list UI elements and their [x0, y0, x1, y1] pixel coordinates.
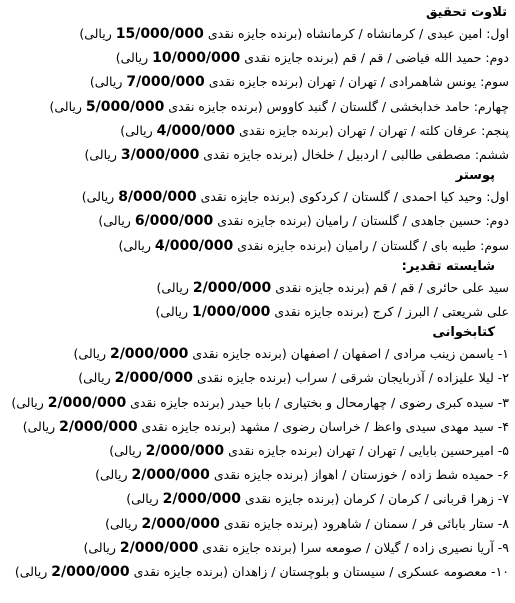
- entry-text: دوم: حسین جاهدی / گلستان / رامیان (برنده جایزه نقدی: [213, 213, 509, 229]
- list-item: [6, 463, 509, 487]
- section-title-poster: پوستر: [455, 168, 495, 184]
- list-item: [6, 276, 509, 300]
- winners-list-tajvid-research: [6, 22, 509, 167]
- prize-amount: 5/000/000: [85, 98, 165, 115]
- entry-text: چهارم: حامد خدابخشی / گلستان / گنبد کاووس (برنده جایزه نقدی: [164, 98, 509, 114]
- entry-text: ۵- امیرحسین بابایی / تهران / تهران (برنده جایزه نقدی: [224, 443, 509, 459]
- entry-tail: ریالی): [95, 467, 132, 483]
- entry-text: ۹- آریا نصیری زاده / گیلان / صومعه سرا (برنده جایزه نقدی: [198, 539, 509, 555]
- entry-text: ششم: مصطفی طالبی / اردبیل / خلخال (برنده جایزه نقدی: [199, 147, 509, 163]
- prize-amount: 7/000/000: [126, 74, 205, 91]
- entry-tail: ریالی): [79, 26, 116, 41]
- entry-tail: ریالی): [14, 564, 52, 580]
- prize-amount: 8/000/000: [118, 189, 197, 206]
- prize-amount: 2/000/000: [114, 370, 194, 387]
- entry-tail: ریالی): [126, 491, 163, 507]
- prize-amount: 10/000/000: [152, 50, 241, 67]
- entry-text: ۳- سیده کبری رضوی / چهارمحال و بختیاری / بابا حیدر (برنده جایزه نقدی: [126, 394, 509, 410]
- entry-tail: ریالی): [11, 394, 48, 410]
- entry-text: اول: وحید کیا احمدی / گلستان / کردکوی (برنده جایزه نقدی: [196, 189, 509, 205]
- entry-tail: ریالی): [155, 304, 192, 320]
- entry-tail: ریالی): [156, 279, 193, 295]
- prize-amount: 2/000/000: [119, 539, 199, 556]
- entry-text: ۱- یاسمن زینب مرادی / اصفهان / اصفهان (برنده جایزه نقدی: [188, 346, 509, 362]
- prize-amount: 6/000/000: [134, 213, 214, 230]
- entry-tail: ریالی): [115, 50, 153, 66]
- list-item: [6, 119, 509, 143]
- entry-tail: ریالی): [78, 370, 115, 386]
- prize-amount: 1/000/000: [191, 304, 271, 321]
- winners-list-poster: [6, 185, 509, 258]
- section-title-book-reading: کتابخوانی: [432, 325, 495, 341]
- entry-text: ۷- زهرا قربانی / کرمان / کرمان (برنده جایزه نقدی: [241, 491, 509, 507]
- list-item: [6, 46, 509, 70]
- list-item: [6, 95, 509, 119]
- entry-text: سوم: یونس شاهمرادی / تهران / تهران (برنده جایزه نقدی: [204, 74, 509, 90]
- list-item: [6, 70, 509, 94]
- entry-tail: ریالی): [89, 74, 127, 90]
- entry-text: دوم: حمید الله فیاضی / قم / قم (برنده جایزه نقدی: [240, 50, 509, 66]
- entry-text: سید علی حائری / قم / قم (برنده جایزه نقدی: [271, 279, 509, 295]
- winners-list-honorable-mention: [6, 276, 509, 324]
- prize-amount: 2/000/000: [162, 491, 242, 508]
- entry-tail: ریالی): [84, 147, 121, 163]
- list-item: [6, 366, 509, 390]
- prize-amount: 3/000/000: [120, 147, 200, 164]
- prize-amount: 2/000/000: [59, 418, 138, 435]
- list-item: [6, 560, 509, 584]
- prize-amount: 2/000/000: [47, 394, 127, 411]
- list-item: [6, 487, 509, 511]
- list-item: [6, 342, 509, 366]
- entry-text: اول: امین عبدی / کرمانشاه / کرمانشاه (برنده جایزه نقدی: [203, 26, 509, 41]
- list-item: [6, 512, 509, 536]
- entry-tail: ریالی): [118, 237, 155, 253]
- entry-tail: ریالی): [109, 443, 146, 459]
- list-item: [6, 22, 509, 46]
- entry-tail: ریالی): [81, 189, 119, 205]
- entry-tail: ریالی): [73, 346, 110, 362]
- prize-amount: 4/000/000: [154, 237, 234, 254]
- winners-list-book-reading: [6, 342, 509, 584]
- list-item: [6, 536, 509, 560]
- prize-amount: 2/000/000: [141, 515, 220, 532]
- list-item: [6, 300, 509, 324]
- prize-amount: 2/000/000: [145, 443, 225, 460]
- list-item: [6, 209, 509, 233]
- prize-amount: 15/000/000: [115, 26, 204, 42]
- list-item: [6, 415, 509, 439]
- prize-amount: 2/000/000: [131, 467, 210, 484]
- prize-amount: 2/000/000: [109, 346, 189, 363]
- prize-amount: 2/000/000: [51, 564, 130, 581]
- entry-text: ۸- ستار بابائی فر / سمنان / شاهرود (برنده جایزه نقدی: [219, 515, 509, 531]
- entry-text: علی شریعتی / البرز / کرج (برنده جایزه نقدی: [270, 304, 509, 320]
- prize-amount: 2/000/000: [192, 279, 272, 296]
- section-title-honorable-mention: شایسته تقدیر:: [401, 258, 495, 274]
- list-item: [6, 439, 509, 463]
- entry-tail: ریالی): [98, 213, 135, 229]
- entry-text: سوم: طیبه بای / گلستان / رامیان (برنده جایزه نقدی: [233, 237, 509, 253]
- list-item: [6, 143, 509, 167]
- entry-text: پنجم: عرفان کلته / تهران / تهران (برنده جایزه نقدی: [235, 122, 509, 138]
- list-item: [6, 234, 509, 258]
- entry-tail: ریالی): [105, 515, 142, 531]
- list-item: [6, 185, 509, 209]
- entry-tail: ریالی): [49, 98, 86, 114]
- section-title-tajvid-research: تلاوت تحقیق: [425, 5, 507, 20]
- entry-text: ۱۰- معصومه عسکری / سیستان و بلوچستان / زاهدان (برنده جایزه نقدی: [129, 564, 509, 580]
- list-item: [6, 391, 509, 415]
- entry-tail: ریالی): [120, 122, 157, 138]
- prize-amount: 4/000/000: [156, 122, 236, 139]
- entry-tail: ریالی): [83, 539, 120, 555]
- entry-text: ۶- حمیده شط زاده / خوزستان / اهواز (برنده جایزه نقدی: [209, 467, 509, 483]
- entry-text: ۲- لیلا علیزاده / آذربایجان شرقی / سراب (برنده جایزه نقدی: [193, 370, 509, 386]
- entry-text: ۴- سید مهدی سیدی واعظ / خراسان رضوی / مشهد (برنده جایزه نقدی: [137, 418, 509, 434]
- entry-tail: ریالی): [22, 418, 60, 434]
